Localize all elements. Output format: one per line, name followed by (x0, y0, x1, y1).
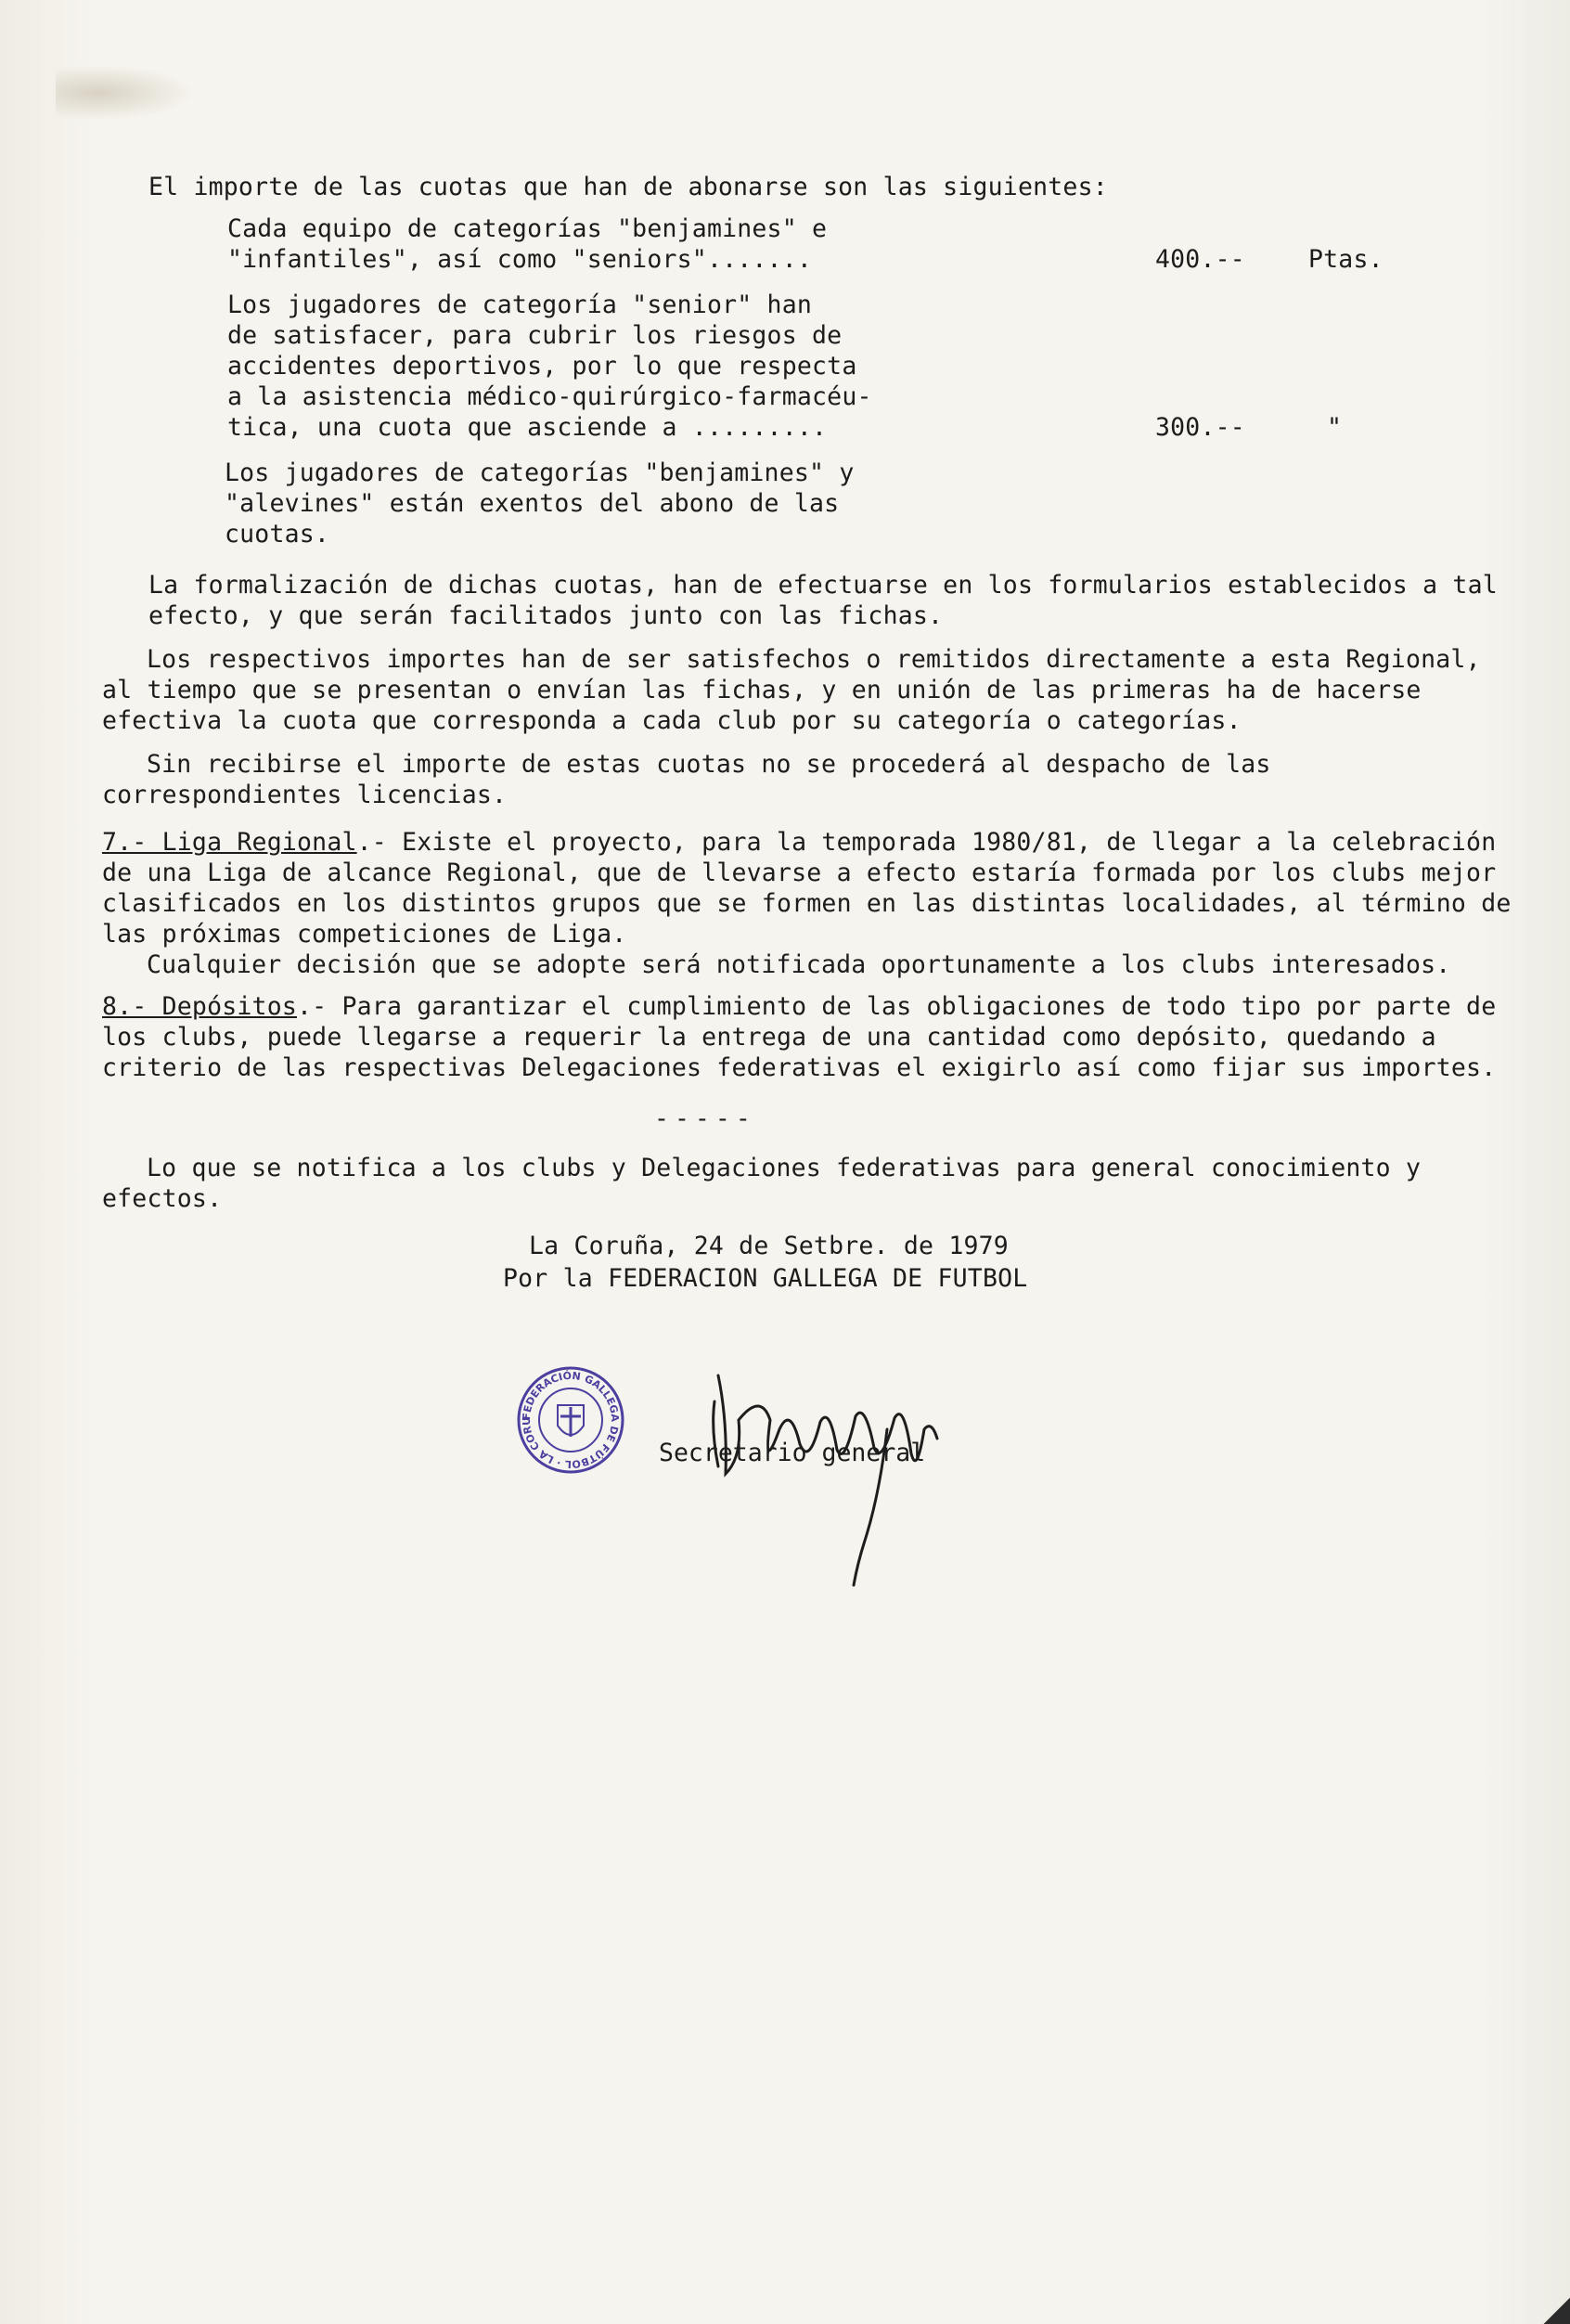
fee-description: Cada equipo de categorías "benjamines" e "infantiles", así como "seniors"....... (227, 214, 828, 274)
signer-title: Secretario general (659, 1439, 926, 1467)
document-body (102, 172, 1512, 1294)
fees-intro: El importe de las cuotas que han de abonarse son las siguientes: (148, 173, 1108, 201)
paragraph-text: La formalización de dichas cuotas, han de efectuarse en los formularios establecidos a tal efecto, y que serán facilitados junto con las fichas. (148, 571, 1498, 630)
fee-unit: " (1327, 413, 1343, 442)
section-7-heading: 7.- Liga Regional (102, 828, 357, 857)
fee-item (227, 213, 1383, 275)
handwritten-signature (705, 1364, 984, 1587)
section-8-text: .- Para garantizar el cumplimiento de las obligaciones de todo tipo por parte de los clubs, puede llegarse a requerir la entrega de una cantidad como depósito, quedando a criterio de las respectivas Delegaciones federativas el exigirlo así como fijar sus importes. (102, 992, 1497, 1082)
section-8-heading: 8.- Depósitos (102, 992, 298, 1021)
fee-item (225, 458, 1199, 549)
paragraph-licencias: Sin recibirse el importe de estas cuotas no se procederá al despacho de las correspondientes licencias. (102, 750, 1271, 809)
fee-item (227, 290, 1343, 443)
section-7 (102, 827, 1512, 949)
signed-by: Por la FEDERACION GALLEGA DE FUTBOL (503, 1264, 1028, 1293)
fee-description: Los jugadores de categorías "benjamines" y "alevines" están exentos del abono de las cuotas. (225, 458, 855, 549)
paragraph-importes: Los respectivos importes han de ser satisfechos o remitidos directamente a esta Regional, al tiempo que se presentan o envían las fichas, y en unión de las primeras ha de hacerse efectiva la cuota que corresponda a cada club por su categoría o categorías. (102, 645, 1481, 735)
paper-tear (56, 65, 195, 121)
section-8 (102, 991, 1512, 1083)
closing-paragraph: Lo que se notifica a los clubs y Delegaciones federativas para general conocimiento y efectos. (102, 1154, 1422, 1213)
fee-amount: 300.-- (1155, 413, 1245, 442)
section-7-followup: Cualquier decisión que se adopte será notificada oportunamente a los clubs interesados. (147, 950, 1451, 979)
fee-unit: Ptas. (1308, 245, 1383, 274)
stamp-text: FEDERACIÓN GALLEGA DE FÚTBOL · LA CORU (520, 1369, 622, 1471)
section-7-text: .- Existe el proyecto, para la temporada 1980/81, de llegar a la celebración de una Liga de alcance Regional, que de llevarse a efecto estaría formada por los clubs mejor clasificados en los distintos grupos que se formen en las distintas localidades, al término de las próximas competiciones de Liga. (102, 828, 1512, 949)
paragraph-formalizacion (148, 570, 1512, 631)
fee-description: Los jugadores de categoría "senior" han de satisfacer, para cubrir los riesgos de accidentes deportivos, por lo que respecta a la asistencia médico-quirúrgico-farmacéu- tica, una cuota que asciende a ......... (227, 290, 872, 442)
separator: ----- (654, 1104, 756, 1133)
federation-stamp-icon (515, 1364, 626, 1476)
page-corner (1533, 2287, 1570, 2324)
place-date: La Coruña, 24 de Setbre. de 1979 (529, 1232, 1009, 1260)
fee-amount: 400.-- (1155, 245, 1245, 274)
